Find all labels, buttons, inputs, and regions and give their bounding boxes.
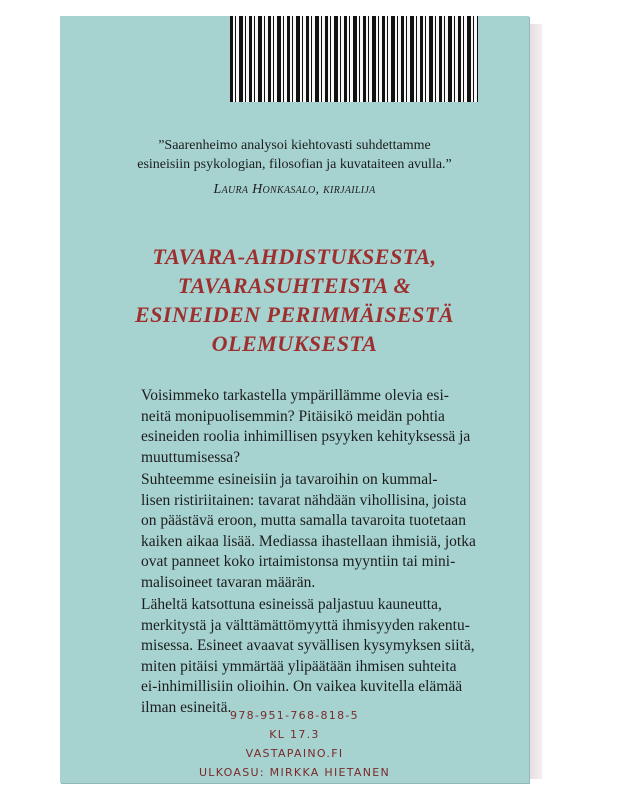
isbn: 978-951-768-818-5 [230,709,359,722]
description [141,386,487,720]
text-line: malisoineet tavaran määrän. [141,573,316,591]
text-line: ilman esineitä. [141,698,232,716]
quote-attribution: Laura Honkasalo, kirjailija [213,182,376,197]
text-line: merkitystä ja välttämättömyyttä ihmisyyden rakentu- [141,616,470,634]
text-line: Voisimmeko tarkastella ympärillämme olevia esi- [141,387,449,404]
headline-line: OLEMUKSESTA [211,331,378,356]
blurb-quote [60,136,529,199]
text-line: lisen ristiriitainen: tavarat nähdään vihollisina, joista [141,491,467,509]
text-line: Läheltä katsottuna esineissä paljastuu kauneutta, [141,596,442,613]
quote-line: esineisiin psykologian, filosofian ja kuvataiteen avulla.” [137,157,452,172]
page-edge [529,24,542,779]
headline-line: TAVARASUHTEISTA & [177,273,412,298]
paragraph [141,595,487,718]
layout-credit: ULKOASU: MIRKKA HIETANEN [198,766,391,779]
text-line: misessa. Esineet avaavat syvällisen kysymyksen siitä, [141,637,475,654]
publisher-website: VASTAPAINO.FI [245,747,344,760]
headline-line: TAVARA-AHDISTUKSESTA, [152,244,437,269]
text-line: Suhteemme esineisiin ja tavaroihin on kummal- [141,471,438,488]
text-line: on päästävä eroon, mutta samalla tavaroita tuotetaan [141,512,466,529]
headline [60,242,529,358]
classification: KL 17.3 [269,728,320,741]
text-line: miten pitäisi ymmärtää ylipäätään ihmisen suhteita [141,657,457,675]
text-line: esineiden roolia inhimillisen psyyken kehityksessä ja [141,428,471,445]
text-line: muuttumisessa? [141,448,241,466]
text-line: kaiken aikaa lisää. Mediassa ihastellaan ihmisiä, jotka [141,532,476,550]
publication-info [60,706,529,782]
headline-line: ESINEIDEN PERIMMÄISESTÄ [134,302,454,327]
quote-line: ”Saarenheimo analysoi kiehtovasti suhdettamme [158,138,431,153]
text-line: ovat panneet koko irtaimistonsa myyntiin tai mini- [141,553,456,570]
text-line: ei-inhimillisiin olioihin. On vaikea kuvitella elämää [141,678,463,695]
barcode [230,16,478,102]
paragraph [141,386,487,468]
paragraph [141,470,487,593]
book-back-cover [60,16,529,783]
text-line: neitä monipuolisemmin? Pitäisikö meidän pohtia [141,407,445,425]
